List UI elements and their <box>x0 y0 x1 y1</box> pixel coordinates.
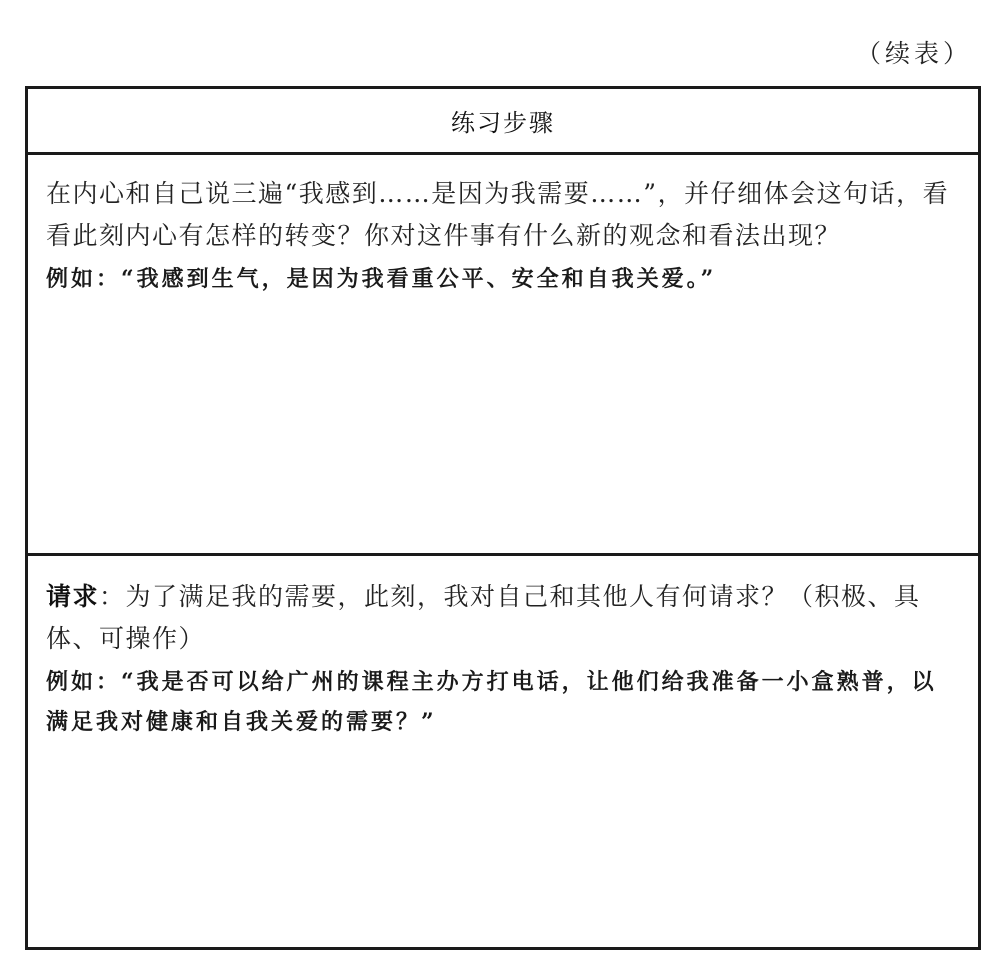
row-example-request: 例如：“我是否可以给广州的课程主办方打电话，让他们给我准备一小盒熟普，以满足我对健康和自我关爱的需要？” <box>46 669 937 735</box>
table-header-title: 练习步骤 <box>451 109 555 137</box>
row-example: 例如：“我感到生气，是因为我看重公平、安全和自我关爱。” <box>46 266 717 292</box>
table-header-row <box>28 89 978 155</box>
request-label: 请求 <box>46 582 100 611</box>
practice-steps-table <box>25 86 981 950</box>
continued-label: （续表） <box>855 39 972 68</box>
row-instruction-request <box>46 576 960 660</box>
table-row-feeling-need <box>28 155 978 556</box>
row-instruction: 在内心和自己说三遍“我感到……是因为我需要……”，并仔细体会这句话，看看此刻内心有怎样的转变？你对这件事有什么新的观念和看法出现？ <box>46 179 950 250</box>
table-row-request <box>28 556 978 947</box>
request-instruction-text: ：为了满足我的需要，此刻，我对自己和其他人有何请求？（积极、具体、可操作） <box>46 582 921 653</box>
